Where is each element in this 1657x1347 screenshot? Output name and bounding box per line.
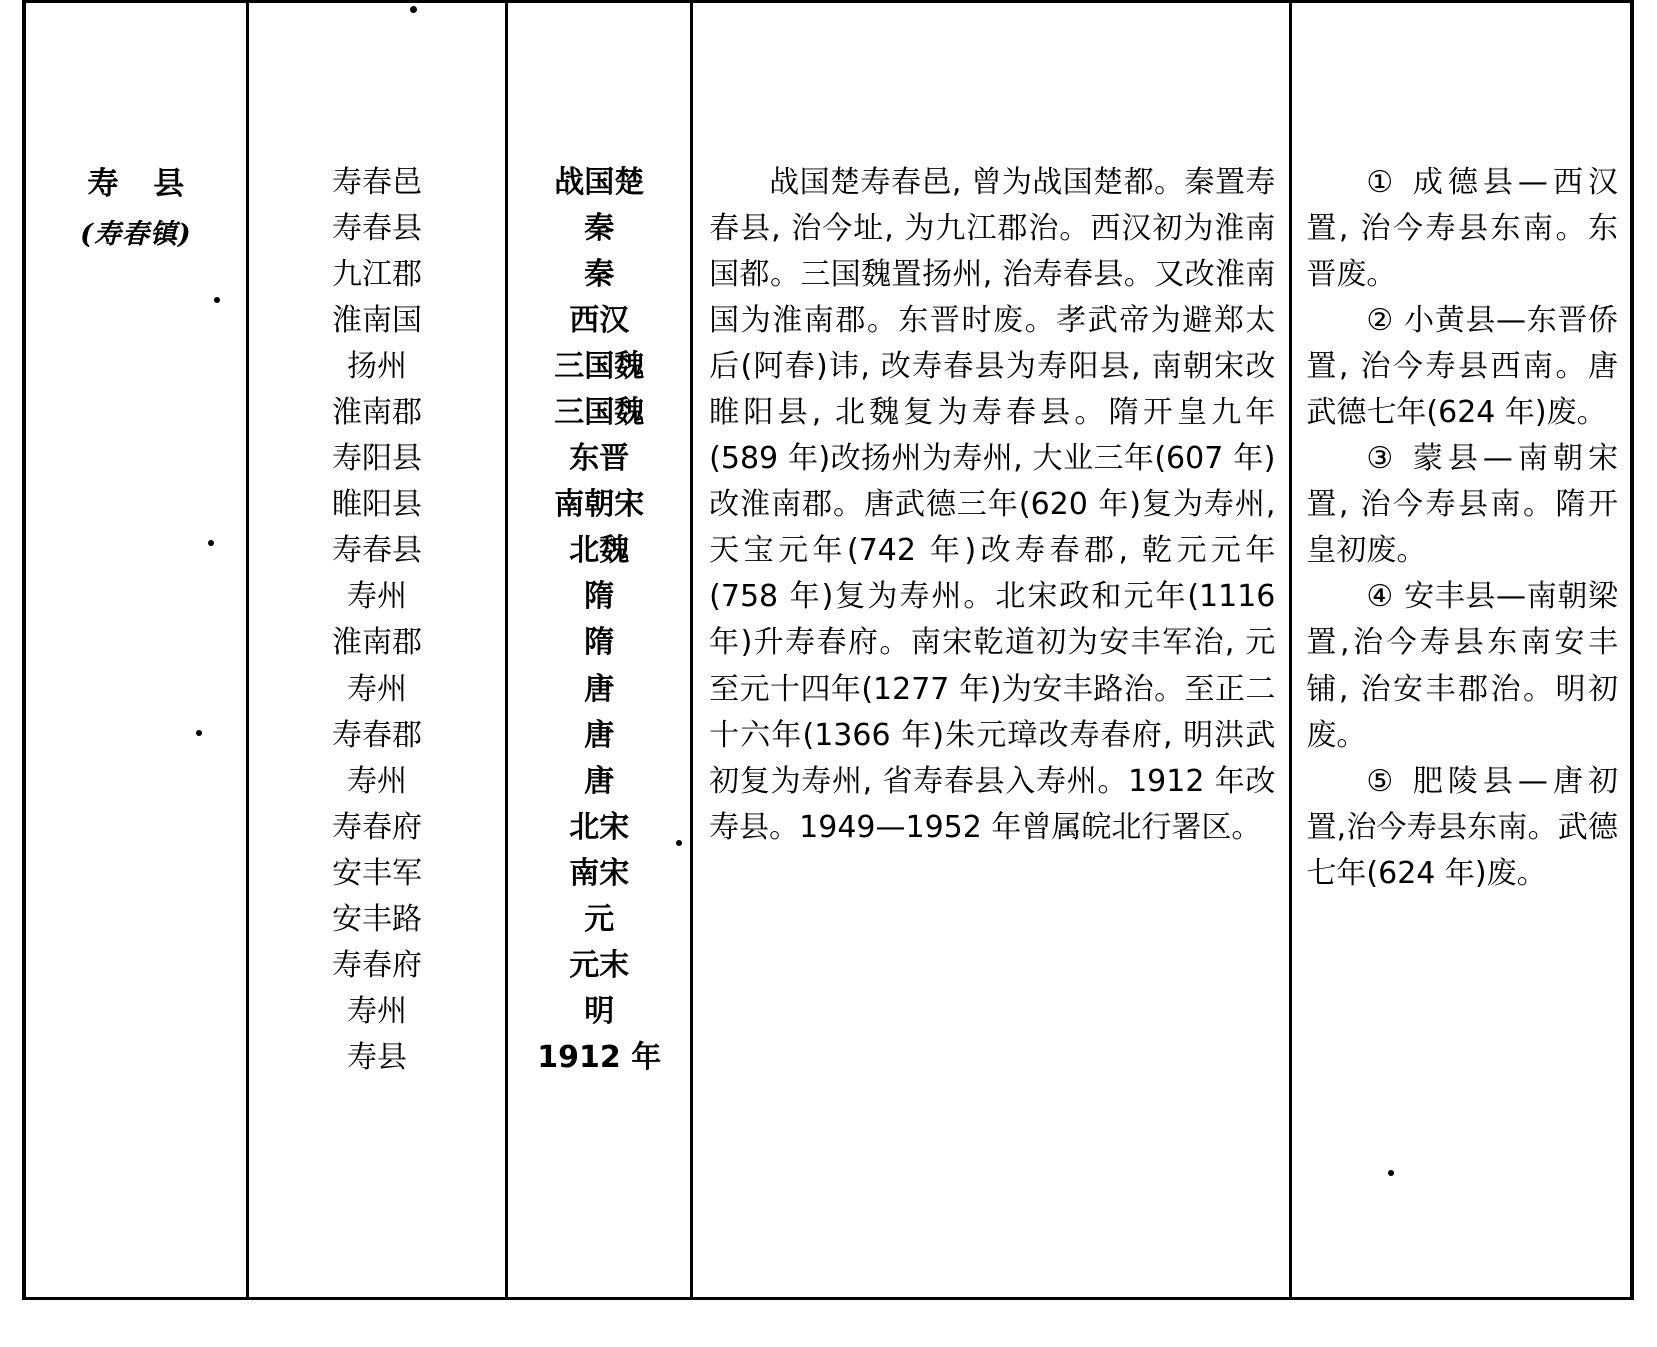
- list-item: 隋: [584, 579, 615, 615]
- scan-speck: [208, 540, 214, 546]
- scan-speck: [1388, 1170, 1394, 1176]
- county-seat: (寿春镇): [80, 219, 192, 251]
- column-periods: [505, 0, 690, 1300]
- list-item: 九江郡: [332, 257, 423, 293]
- list-item: 寿春县: [332, 211, 423, 247]
- scan-speck: [196, 730, 202, 736]
- list-item: 睢阳县: [332, 487, 423, 523]
- administrative-history-table: [22, 0, 1634, 1300]
- list-item: 安丰军: [332, 855, 423, 891]
- list-item: 寿县: [347, 1039, 408, 1075]
- list-item: 唐: [584, 717, 615, 753]
- list-item: 秦: [584, 211, 615, 247]
- county-name: 寿 县: [87, 166, 197, 202]
- description-text: 战国楚寿春邑, 曾为战国楚都。秦置寿春县, 治今址, 为九江郡治。西汉初为淮南国都。三国魏置扬州, 治寿春县。又改淮南国为淮南郡。东晋时废。孝武帝为避郑太后(阿春)讳, 改寿春县为寿阳县, 南朝宋改睢阳县, 北魏复为寿春县。隋开皇九年(589 年)改扬州为寿州, 大业三年(607 年)改淮南郡。唐武德三年(620 年)复为寿州, 天宝元年(742 年)改寿春郡, 乾元元年(758 年)复为寿州。北宋政和元年(1116 年)升寿春府。南宋乾道初为安丰军治, 元至元十四年(1277 年)为安丰路治。至正二十六年(1366 年)朱元璋改寿春府, 明洪武初复为寿州, 省寿春县入寿州。1912 年改寿县。1949—1952 年曾属皖北行署区。: [709, 165, 1276, 845]
- list-item: 寿春邑: [332, 165, 423, 200]
- list-item: 战国楚: [554, 165, 645, 200]
- list-item: 淮南郡: [332, 625, 423, 661]
- list-item: 寿州: [347, 671, 408, 707]
- note-item: ⑤ 肥陵县—唐初置,治今寿县东南。武德七年(624 年)废。: [1306, 763, 1618, 891]
- list-item: 隋: [584, 625, 615, 661]
- list-item: 南宋: [569, 855, 630, 891]
- list-item: 寿春县: [332, 533, 423, 569]
- list-item: 淮南郡: [332, 395, 423, 431]
- list-item: 1912 年: [537, 1039, 662, 1075]
- list-item: 南朝宋: [554, 487, 645, 523]
- list-item: 淮南国: [332, 303, 423, 339]
- column-notes: [1289, 0, 1630, 1300]
- note-item: ③ 蒙县—南朝宋置, 治今寿县南。隋开皇初废。: [1306, 441, 1618, 569]
- list-item: 安丰路: [332, 901, 423, 937]
- list-item: 东晋: [569, 441, 630, 477]
- list-item: 寿州: [347, 993, 408, 1029]
- list-item: 寿阳县: [332, 441, 423, 477]
- list-item: 三国魏: [554, 349, 645, 385]
- list-item: 明: [584, 993, 615, 1029]
- list-item: 西汉: [569, 303, 630, 339]
- list-item: 元: [584, 901, 615, 937]
- list-item: 寿州: [347, 763, 408, 799]
- column-county-name: [26, 0, 246, 1300]
- list-item: 寿春郡: [332, 717, 423, 753]
- list-item: 唐: [584, 671, 615, 707]
- note-item: ① 成德县—西汉置, 治今寿县东南。东晋废。: [1306, 165, 1618, 293]
- list-item: 北宋: [569, 809, 630, 845]
- periods-list: [508, 160, 690, 1081]
- column-description: [690, 0, 1289, 1300]
- list-item: 寿州: [347, 579, 408, 615]
- note-item: ④ 安丰县—南朝梁置,治今寿县东南安丰铺, 治安丰郡治。明初废。: [1306, 579, 1618, 753]
- county-name-block: [26, 160, 246, 256]
- list-item: 秦: [584, 257, 615, 293]
- list-item: 北魏: [569, 533, 630, 569]
- list-item: 寿春府: [332, 809, 423, 845]
- column-historical-names: [246, 0, 506, 1300]
- list-item: 元末: [569, 947, 630, 983]
- list-item: 三国魏: [554, 395, 645, 431]
- note-item: ② 小黄县—东晋侨置, 治今寿县西南。唐武德七年(624 年)废。: [1306, 303, 1618, 431]
- historical-names-list: [249, 160, 506, 1081]
- list-item: 唐: [584, 763, 615, 799]
- list-item: 扬州: [347, 349, 408, 385]
- scan-speck: [214, 297, 220, 303]
- scan-speck: [410, 6, 417, 13]
- list-item: 寿春府: [332, 947, 423, 983]
- notes-list: [1292, 160, 1630, 897]
- scan-speck: [676, 840, 682, 846]
